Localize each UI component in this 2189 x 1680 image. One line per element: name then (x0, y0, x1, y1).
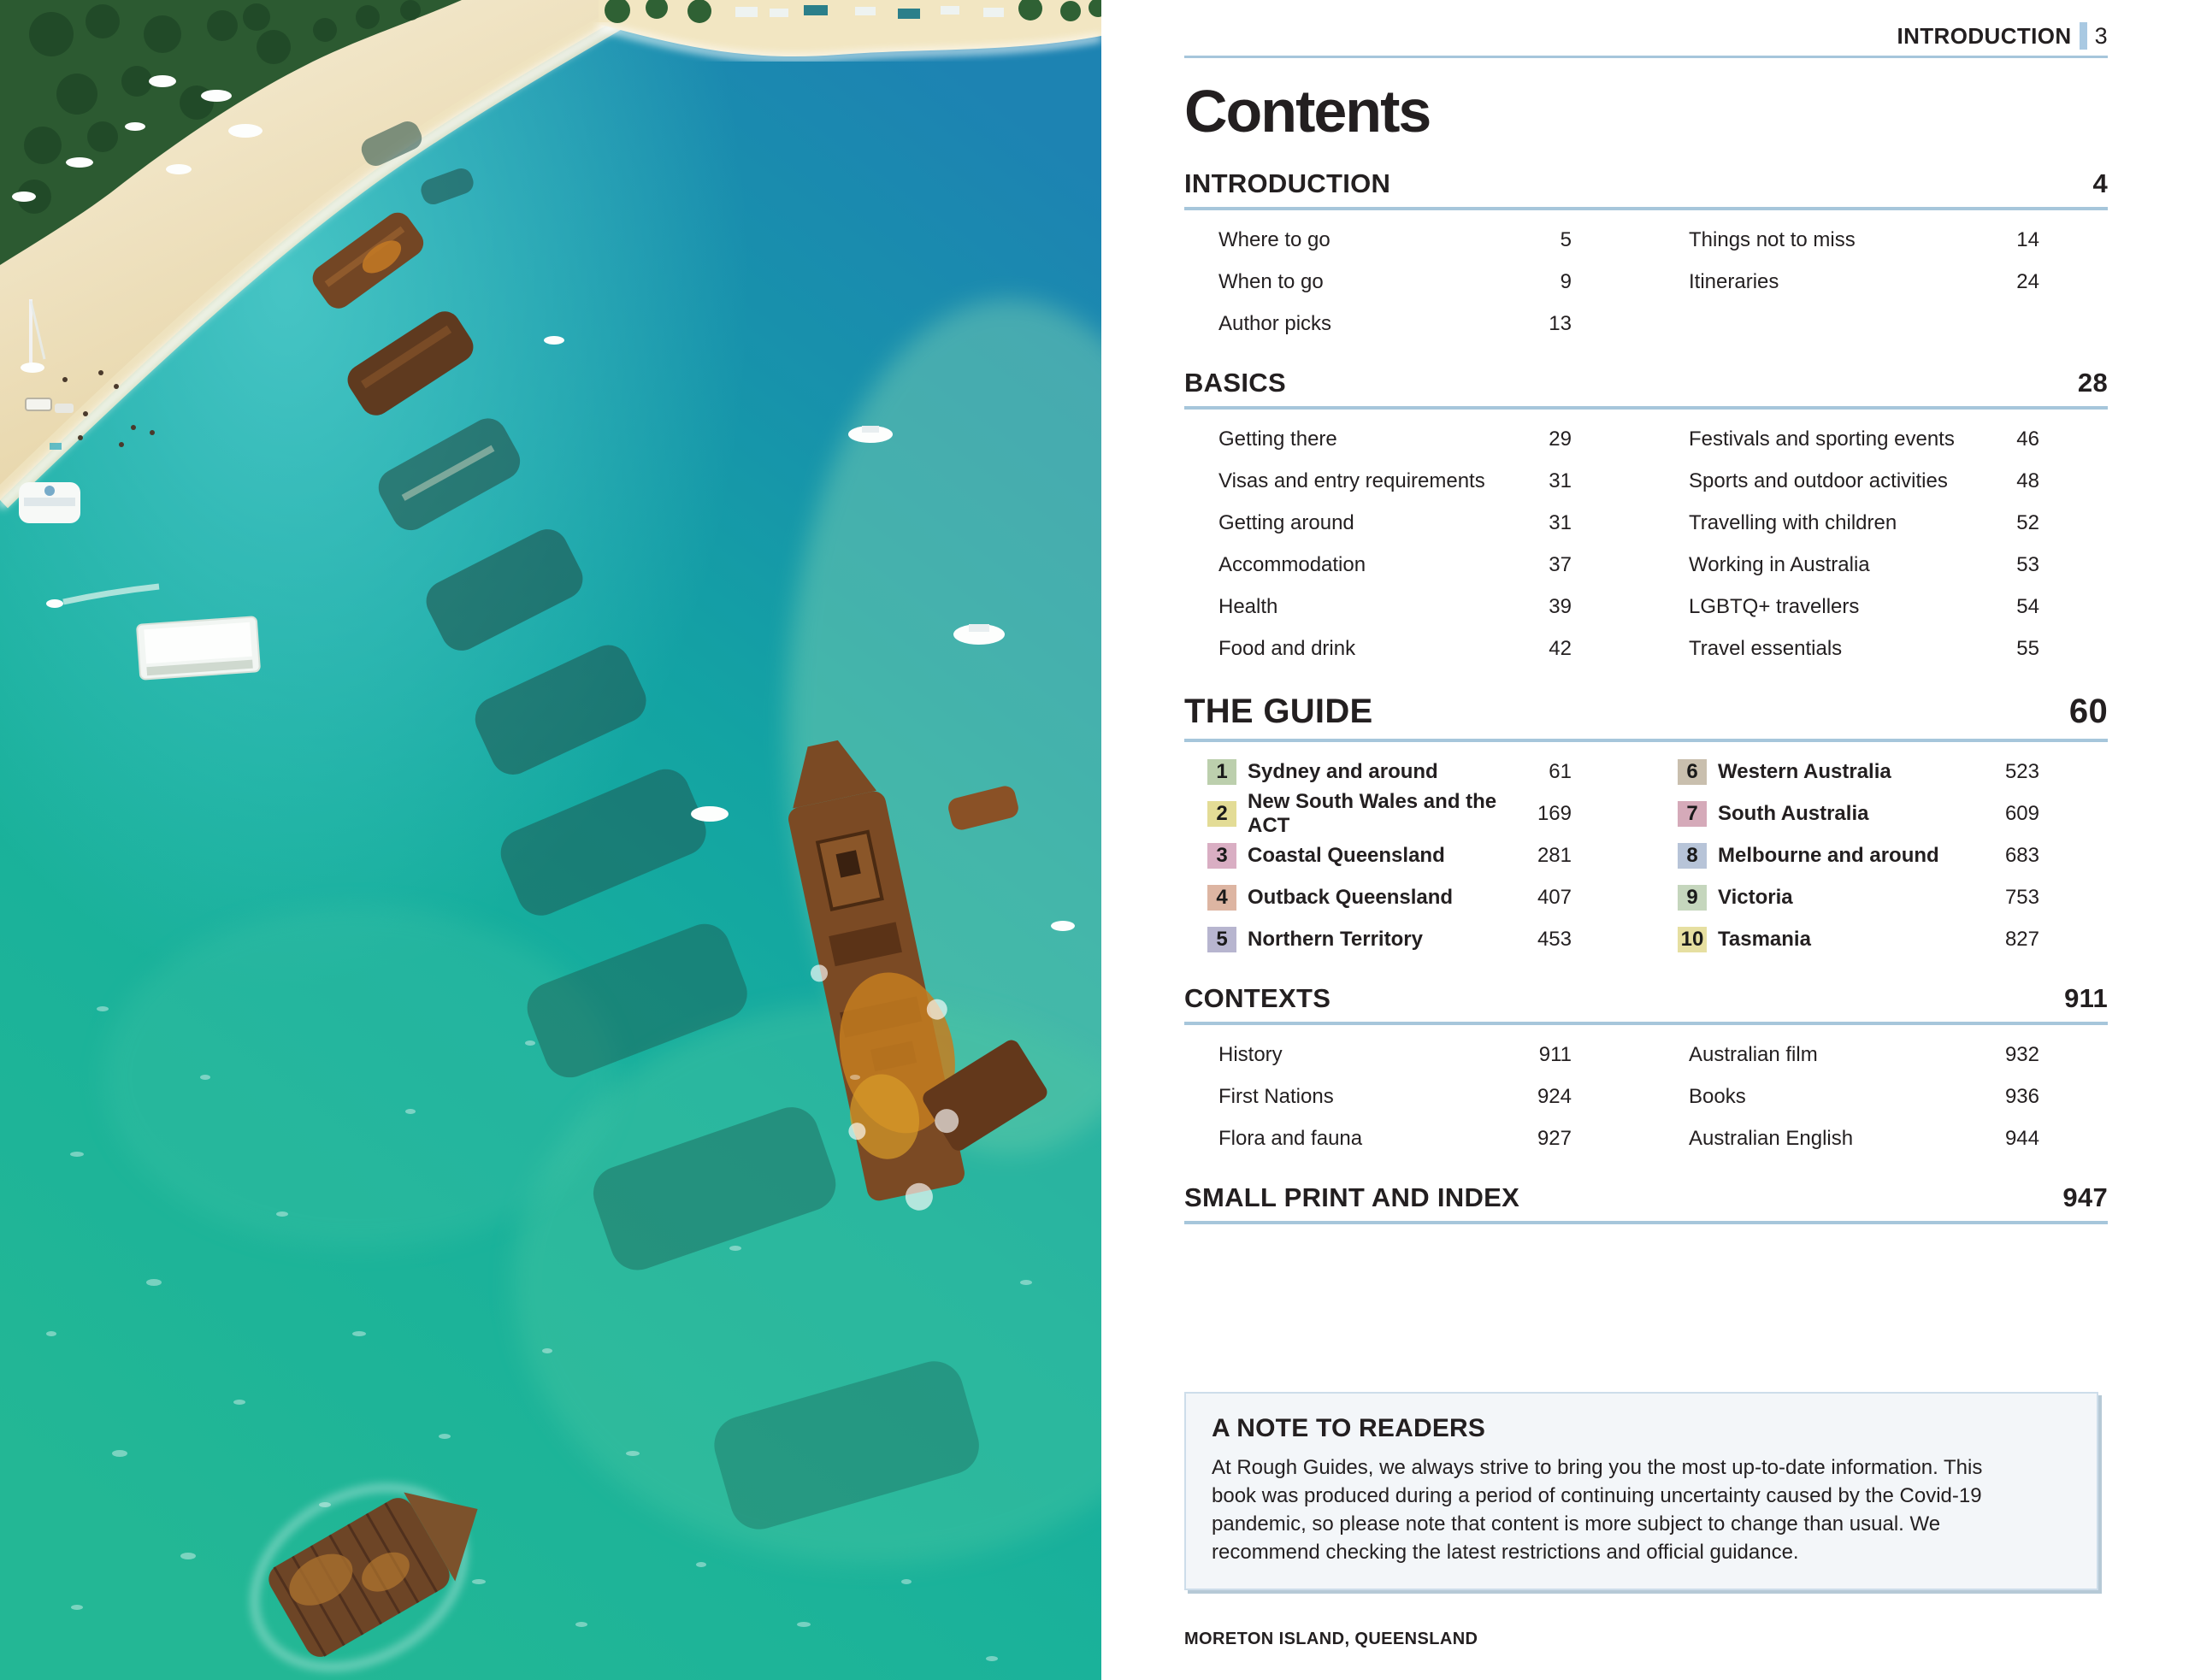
section-page-number: 60 (2068, 693, 2108, 730)
entry-label: Where to go (1218, 227, 1331, 251)
toc-entry[interactable] (1184, 418, 1572, 460)
entry-page-number: 24 (2016, 269, 2039, 293)
toc-entry[interactable] (1184, 1117, 1572, 1159)
section-columns (1184, 1034, 2108, 1159)
toc-entry[interactable] (1655, 544, 2039, 586)
entry-label: LGBTQ+ travellers (1689, 594, 1860, 618)
yacht (953, 624, 1005, 645)
entry-page-number: 42 (1549, 636, 1572, 660)
entry-label: Food and drink (1218, 636, 1356, 660)
entry-page-number: 753 (2004, 885, 2039, 909)
entry-label: Australian English (1689, 1126, 1854, 1150)
entry-label: Coastal Queensland (1248, 843, 1445, 867)
entry-page-number: 54 (2016, 594, 2039, 618)
entry-label: When to go (1218, 269, 1324, 293)
entry-label: First Nations (1218, 1084, 1334, 1108)
guide-chapter-chip: 7 (1678, 801, 1707, 827)
entry-page-number: 9 (1560, 269, 1572, 293)
section-columns (1184, 751, 2108, 960)
toc-section-introduction (1184, 168, 2108, 345)
entry-label: Melbourne and around (1718, 843, 1939, 867)
entry-page-number: 39 (1549, 594, 1572, 618)
entry-label: Tasmania (1718, 927, 1811, 951)
entry-page-number: 29 (1549, 427, 1572, 451)
entry-label: Australian film (1689, 1042, 1818, 1066)
entry-label: Travel essentials (1689, 636, 1843, 660)
running-header-section: INTRODUCTION (1897, 22, 2072, 49)
toc-entry[interactable] (1655, 502, 2039, 544)
toc-entry[interactable] (1655, 751, 2039, 793)
entry-page-number: 37 (1549, 552, 1572, 576)
section-rule (1184, 406, 2108, 410)
entry-label: Health (1218, 594, 1278, 618)
toc-column (1184, 219, 1572, 345)
toc-entry[interactable] (1655, 918, 2039, 960)
entry-page-number: 936 (2004, 1084, 2039, 1108)
guide-chapter-chip: 2 (1207, 801, 1236, 827)
guide-chapter-chip: 4 (1207, 885, 1236, 911)
toc-entry[interactable] (1655, 1076, 2039, 1117)
note-heading: A NOTE TO READERS (1212, 1414, 1486, 1442)
toc-entry[interactable] (1655, 219, 2039, 261)
section-title: THE GUIDE (1184, 693, 1373, 730)
toc-entry[interactable] (1184, 918, 1572, 960)
guide-chapter-chip: 1 (1207, 759, 1236, 785)
toc-entry[interactable] (1655, 460, 2039, 502)
entry-label: Working in Australia (1689, 552, 1870, 576)
entry-label: Flora and fauna (1218, 1126, 1363, 1150)
section-page-number: 4 (2092, 168, 2108, 198)
section-heading-basics[interactable] (1184, 368, 2108, 398)
guide-chapter-chip: 8 (1678, 843, 1707, 869)
header-divider-bar (2080, 22, 2087, 50)
entry-page-number: 927 (1537, 1126, 1572, 1150)
section-page-number: 947 (2062, 1182, 2108, 1212)
toc-entry[interactable] (1655, 793, 2039, 834)
entry-page-number: 827 (2004, 927, 2039, 951)
entry-label: Getting there (1218, 427, 1337, 451)
toc-sections (1184, 145, 2108, 1224)
section-title: BASICS (1184, 368, 1286, 398)
entry-page-number: 169 (1537, 801, 1572, 825)
contents-page (1101, 0, 2189, 1680)
toc-column (1184, 751, 1572, 960)
entry-label: Northern Territory (1248, 927, 1423, 951)
toc-column (1655, 418, 2039, 669)
toc-entry[interactable] (1184, 460, 1572, 502)
running-header (1184, 22, 2108, 50)
entry-page-number: 609 (2004, 801, 2039, 825)
section-columns (1184, 418, 2108, 669)
catamaran (19, 482, 80, 523)
toc-column (1655, 1034, 2039, 1159)
section-title: INTRODUCTION (1184, 168, 1391, 198)
toc-entry[interactable] (1184, 1076, 1572, 1117)
toc-column (1655, 219, 2039, 345)
entry-page-number: 52 (2016, 510, 2039, 534)
entry-page-number: 14 (2016, 227, 2039, 251)
entry-label: Author picks (1218, 311, 1332, 335)
entry-label: Itineraries (1689, 269, 1779, 293)
header-rule (1184, 56, 2108, 58)
entry-page-number: 61 (1549, 759, 1572, 783)
section-title: CONTEXTS (1184, 983, 1331, 1013)
pontoon-ferry (137, 616, 260, 680)
entry-label: Getting around (1218, 510, 1354, 534)
toc-section-small-print-and-index (1184, 1182, 2108, 1224)
photo-caption: MORETON ISLAND, QUEENSLAND (1184, 1630, 1478, 1648)
entry-page-number: 13 (1549, 311, 1572, 335)
entry-label: Victoria (1718, 885, 1793, 909)
toc-entry[interactable] (1184, 502, 1572, 544)
toc-column (1184, 418, 1572, 669)
entry-label: Visas and entry requirements (1218, 469, 1485, 492)
note-body: At Rough Guides, we always strive to bring you the most up-to-date information. This book was produced during a period of continuing uncertainty caused by the Covid-19 pandemic, so please note that content is more subject to change than usual. We recommend checking the latest restrictions and official guidance. (1212, 1456, 1983, 1564)
entry-page-number: 31 (1549, 510, 1572, 534)
toc-column (1655, 751, 2039, 960)
entry-page-number: 944 (2004, 1126, 2039, 1150)
entry-label: Travelling with children (1689, 510, 1897, 534)
entry-page-number: 5 (1560, 227, 1572, 251)
guide-chapter-chip: 9 (1678, 885, 1707, 911)
toc-entry[interactable] (1184, 303, 1572, 345)
entry-label: Accommodation (1218, 552, 1366, 576)
entry-page-number: 453 (1537, 927, 1572, 951)
folio-page-number: 3 (2094, 22, 2108, 49)
toc-entry[interactable] (1184, 586, 1572, 628)
entry-page-number: 46 (2016, 427, 2039, 451)
entry-label: Things not to miss (1689, 227, 1856, 251)
entry-page-number: 911 (1538, 1042, 1572, 1066)
entry-page-number: 407 (1537, 885, 1572, 909)
guide-chapter-chip: 3 (1207, 843, 1236, 869)
entry-page-number: 683 (2004, 843, 2039, 867)
entry-page-number: 53 (2016, 552, 2039, 576)
entry-label: Sydney and around (1248, 759, 1438, 783)
entry-page-number: 48 (2016, 469, 2039, 492)
entry-label: Festivals and sporting events (1689, 427, 1955, 451)
entry-page-number: 523 (2004, 759, 2039, 783)
toc-entry[interactable] (1655, 586, 2039, 628)
toc-column (1184, 1034, 1572, 1159)
entry-page-number: 281 (1537, 843, 1572, 867)
section-rule (1184, 1221, 2108, 1224)
entry-label: South Australia (1718, 801, 1869, 825)
section-columns (1184, 219, 2108, 345)
section-rule (1184, 1022, 2108, 1025)
entry-page-number: 932 (2004, 1042, 2039, 1066)
section-heading-contexts[interactable] (1184, 983, 2108, 1014)
toc-entry[interactable] (1184, 834, 1572, 876)
note-to-readers-box (1184, 1392, 2098, 1590)
toc-entry[interactable] (1655, 261, 2039, 303)
section-rule (1184, 739, 2108, 742)
section-page-number: 911 (2064, 983, 2108, 1013)
entry-label: Books (1689, 1084, 1746, 1108)
entry-label: New South Wales and the ACT (1248, 789, 1497, 837)
section-heading-the-guide[interactable] (1184, 693, 2108, 731)
entry-label: Sports and outdoor activities (1689, 469, 1948, 492)
toc-entry[interactable] (1655, 1117, 2039, 1159)
toc-section-the-guide (1184, 693, 2108, 960)
section-heading-introduction[interactable] (1184, 168, 2108, 199)
entry-label: Outback Queensland (1248, 885, 1454, 909)
toc-entry[interactable] (1184, 789, 1572, 837)
toc-entry[interactable] (1655, 418, 2039, 460)
toc-section-contexts (1184, 983, 2108, 1159)
toc-entry[interactable] (1655, 1034, 2039, 1076)
toc-entry[interactable] (1655, 834, 2039, 876)
guide-chapter-chip: 6 (1678, 759, 1707, 785)
section-page-number: 28 (2077, 368, 2108, 398)
toc-entry[interactable] (1184, 628, 1572, 669)
toc-entry[interactable] (1655, 628, 2039, 669)
toc-entry[interactable] (1184, 544, 1572, 586)
toc-entry[interactable] (1184, 261, 1572, 303)
entry-label: History (1218, 1042, 1283, 1066)
entry-label: Western Australia (1718, 759, 1891, 783)
guide-chapter-chip: 10 (1678, 927, 1707, 952)
entry-page-number: 55 (2016, 636, 2039, 660)
page-title: Contents (1184, 78, 1431, 144)
section-title: SMALL PRINT AND INDEX (1184, 1182, 1520, 1212)
section-heading-small-print-and-index[interactable] (1184, 1182, 2108, 1213)
guide-chapter-chip: 5 (1207, 927, 1236, 952)
toc-entry[interactable] (1184, 219, 1572, 261)
toc-entry[interactable] (1184, 751, 1572, 793)
entry-page-number: 924 (1537, 1084, 1572, 1108)
toc-entry[interactable] (1655, 876, 2039, 918)
section-rule (1184, 207, 2108, 210)
entry-page-number: 31 (1549, 469, 1572, 492)
toc-entry[interactable] (1184, 1034, 1572, 1076)
toc-entry[interactable] (1184, 876, 1572, 918)
yacht (848, 426, 893, 443)
toc-section-basics (1184, 368, 2108, 669)
